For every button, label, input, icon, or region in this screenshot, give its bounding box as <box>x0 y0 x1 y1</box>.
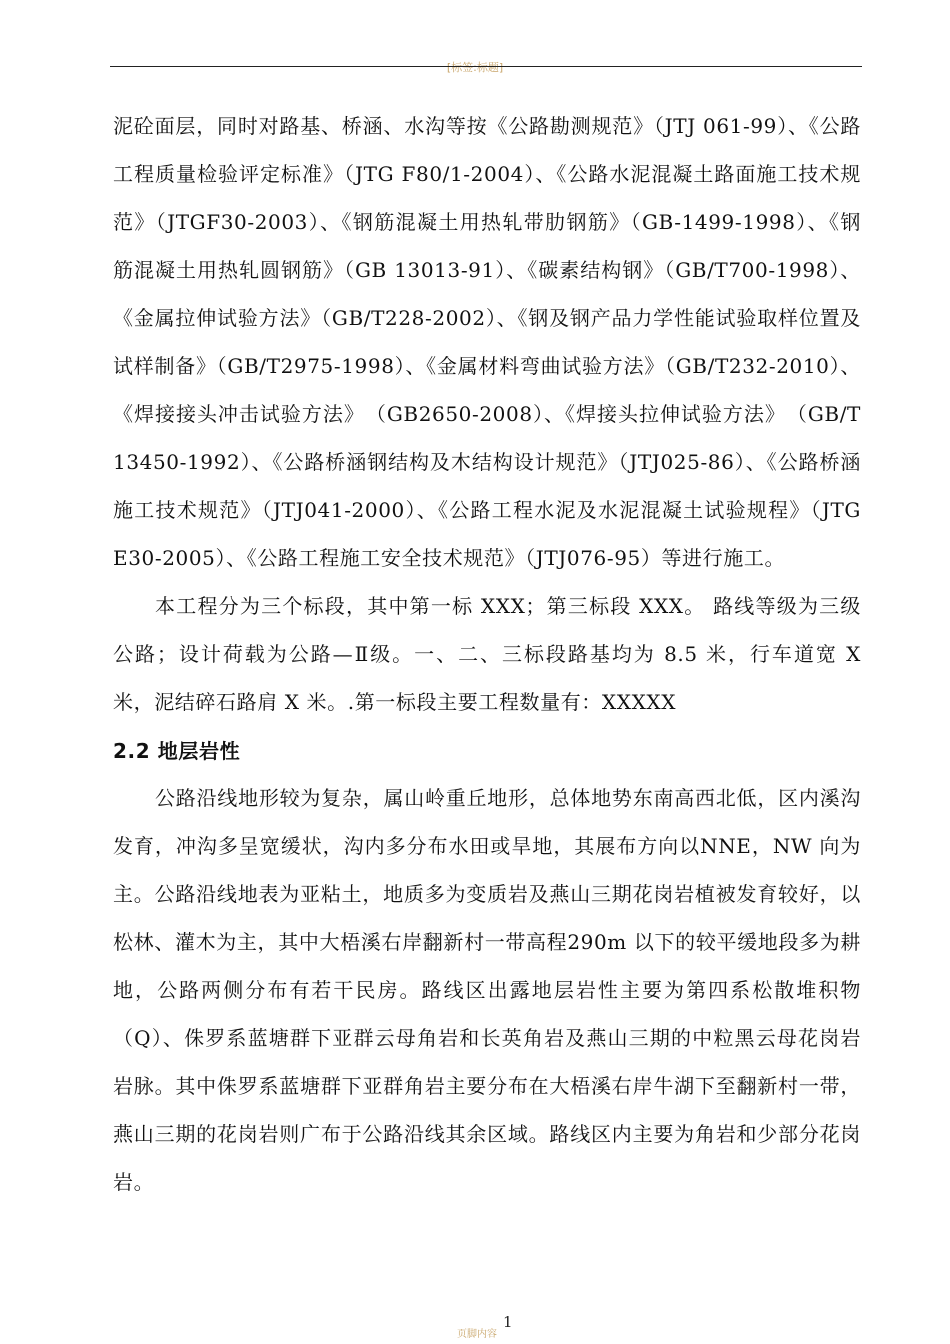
page-number: 1 <box>503 1313 513 1331</box>
section-heading: 2.2 地层岩性 <box>113 739 241 763</box>
paragraph-project-overview: 本工程分为三个标段，其中第一标 XXX；第三标段 XXX。 路线等级为三级公路；设计荷载为公路—Ⅱ级。一、二、三标段路基均为 8.5 米，行车道宽 X 米，泥结碎石路肩 X 米。.第一标段主要工程数量有：XXXXX <box>113 594 861 714</box>
paragraph-standards: 泥砼面层，同时对路基、桥涵、水沟等按《公路勘测规范》（JTJ 061-99）、《公路工程质量检验评定标准》（JTG F80/1-2004）、《公路水泥混凝土路面施工技术规范》（JTGF30-2003）、《钢筋混凝土用热轧带肋钢筋》（GB-1499-1998）、《钢筋混凝土用热轧圆钢筋》（GB 13013-91）、《碳素结构钢》（GB/T700-1998）、《金属拉伸试验方法》（GB/T228-2002）、《钢及钢产品力学性能试验取样位置及试样制备》（GB/T2975-1998）、《金属材料弯曲试验方法》（GB/T232-2010）、《焊接接头冲击试验方法》 （GB2650-2008）、《焊接头拉伸试验方法》 （GB/T 13450-1992）、《公路桥涵钢结构及木结构设计规范》（JTJ025-86）、《公路桥涵施工技术规范》（JTJ041-2000）、《公路工程水泥及水泥混凝土试验规程》（JTG E30-2005）、《公路工程施工安全技术规范》（JTJ076-95）等进行施工。 <box>113 114 861 570</box>
page-header-text: [标签:标题] <box>446 61 504 74</box>
footer-text: 页脚内容 <box>457 1329 497 1340</box>
header-divider <box>110 66 862 67</box>
document-body <box>113 102 861 1206</box>
paragraph-geology: 公路沿线地形较为复杂，属山岭重丘地形，总体地势东南高西北低，区内溪沟发育，冲沟多呈宽缓状，沟内多分布水田或旱地，其展布方向以NNE，NW 向为主。公路沿线地表为亚粘土，地质多为变质岩及燕山三期花岗岩植被发育较好，以松林、灌木为主，其中大梧溪右岸翻新村一带高程290m 以下的较平缓地段多为耕地，公路两侧分布有若干民房。路线区出露地层岩性主要为第四系松散堆积物（Q）、侏罗系蓝塘群下亚群云母角岩和长英角岩及燕山三期的中粒黑云母花岗岩岩脉。其中侏罗系蓝塘群下亚群角岩主要分布在大梧溪右岸牛湖下至翻新村一带，燕山三期的花岗岩则广布于公路沿线其余区域。路线区内主要为角岩和少部分花岗岩。 <box>113 786 861 1194</box>
